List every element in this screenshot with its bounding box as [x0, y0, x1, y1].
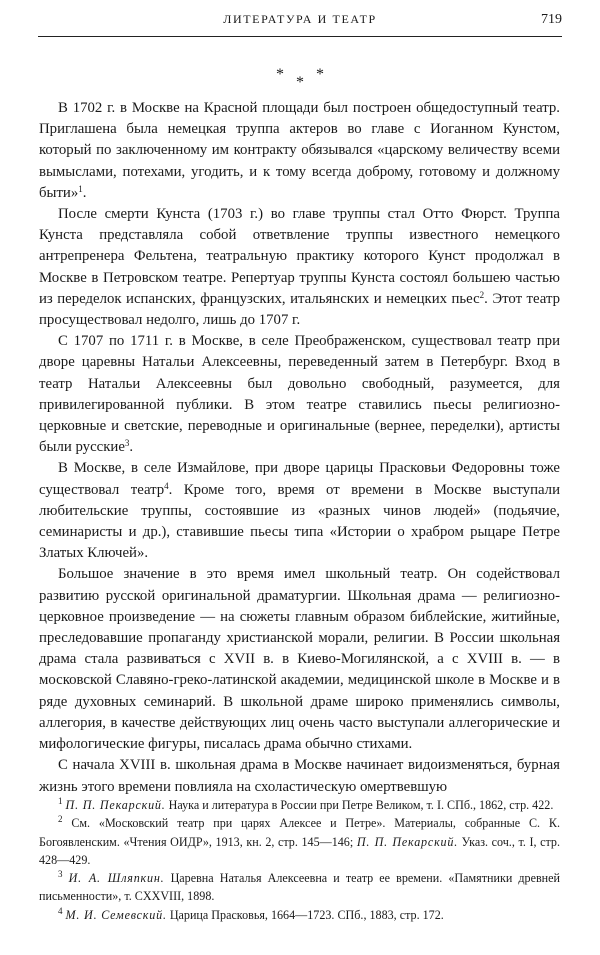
paragraph [39, 458, 560, 564]
footnote-ref: 2 [479, 289, 485, 300]
paragraph-tail: . [82, 184, 87, 201]
footnote-ref: 4 [164, 480, 169, 491]
asterisk: * [276, 66, 284, 83]
footnote-text: Указ. соч., т. I, стр. 428—429. [39, 834, 560, 867]
footnote-ref: 1 [78, 183, 83, 194]
footnote-text: Царица Прасковья, 1664—1723. СПб., 1883, стр. 172. [169, 907, 444, 922]
footnote [39, 869, 560, 906]
footnote-author: П. П. Пекарский. [65, 798, 166, 812]
footnotes [39, 796, 560, 924]
footnote-marker: 2 [58, 814, 63, 825]
footnote-marker: 3 [58, 869, 63, 880]
asterisk: * [296, 74, 304, 91]
section-divider-asterism [0, 66, 600, 90]
paragraph [39, 98, 560, 204]
footnote-ref: 3 [124, 438, 130, 449]
footnote-text: См. «Московский театр при царях Алексее и Петре». Материалы, собранные С. К. Богоявленским. «Чтения ОИДР», 1913, кн. 2, стр. 145—146; [39, 816, 560, 849]
footnote-author: П. П. Пекарский. [356, 834, 459, 849]
footnote-text: Царевна Наталья Алексеевна и театр ее времени. «Памятники древней письменности», т. CXXVIII, 1898. [39, 871, 560, 904]
footnote-text: Наука и литература в России при Петре Великом, т. I. СПб., 1862, стр. 422. [168, 798, 554, 812]
paragraph [39, 204, 560, 331]
asterisk: * [316, 66, 324, 83]
paragraph-tail: . [129, 439, 134, 456]
paragraph [39, 331, 560, 458]
footnote-author: И. А. Шляпкин. [68, 871, 165, 886]
paragraph-text: С 1707 по 1711 г. в Москве, в селе Преображенском, существовал театр при дворе царевны Натальи Алексеевны, переведенный затем в Петербург. Вход в театр Натальи Алексеевны был довольно свободный, разумеется, для привилегированной публики. В этом театре ставились пьесы религиозно-церковные и светские, переводные и оригинальные (вернее, переделки), артисты были русские [39, 333, 560, 456]
paragraph-text: С начала XVIII в. школьная драма в Москве начинает видоизменяться, бурная жизнь этого времени повлияла на схоластическую омертвевшую [39, 757, 560, 795]
paragraph-text: В Москве, в селе Измайлове, при дворе царицы Прасковьи Федоровны тоже существовал театр [39, 460, 560, 498]
footnote [39, 796, 560, 814]
body-text [39, 98, 560, 798]
paragraph [39, 564, 560, 755]
running-head-title: ЛИТЕРАТУРА И ТЕАТР [223, 12, 377, 26]
footnote-marker: 1 [58, 796, 63, 806]
running-head [38, 12, 562, 34]
paragraph-text: Большое значение в это время имел школьный театр. Он содействовал развитию русской оригинальной драматургии. Школьная драма — религиозно-церковное произведение — на сюжеты главным образом библейские, житийные, преследовавшие пропаганду христианской морали, религии. В России школьная драма стала развиваться с XVII в. в Киево-Могилянской, а с XVIII в. — в московской Славяно-греко-латинской академии, медицинской школе в Москве и в ряде духовных семинарий. В школьной драме широко применялись символы, аллегория, в качестве действующих лиц очень часто выступали аллегорические и мифологические фигуры, писалась драма обычно стихами. [39, 566, 560, 753]
page-number: 719 [541, 12, 562, 27]
paragraph [39, 755, 560, 797]
footnote [39, 814, 560, 869]
header-rule [38, 36, 562, 37]
footnote-marker: 4 [58, 905, 63, 916]
footnote-author: М. И. Семевский. [65, 907, 167, 922]
paragraph-text: В 1702 г. в Москве на Красной площади был построен общедоступный театр. Приглашена была немецкая труппа актеров во главе с Иоганном Кунстом, который по заключенному им контракту обязывался «царскому величеству всеми вымыслами, потехами, угодить, и к тому всегда доброму, готовому и должному быти» [39, 100, 560, 201]
footnote [39, 906, 560, 924]
paragraph-tail: . Кроме того, время от времени в Москве выступали любительские труппы, состоявшие из «разных чинов людей» (подьячие, семинаристы и др.), ставившие пьесы типа «Истории о храбром рыцаре Петре Златых Ключей». [39, 481, 560, 562]
paragraph-text: После смерти Кунста (1703 г.) во главе труппы стал Отто Фюрст. Труппа Кунста представляла собой ответвление труппы известного немецкого антрепренера Фельтена, театральную практику которого Кунст продолжал в Москве в Петровском театре. Репертуар труппы Кунста состоял большею частью из переделок испанских, французских, итальянских и немецких пьес [39, 206, 560, 307]
paragraph-tail: . Этот театр просуществовал недолго, лишь до 1707 г. [39, 290, 560, 329]
